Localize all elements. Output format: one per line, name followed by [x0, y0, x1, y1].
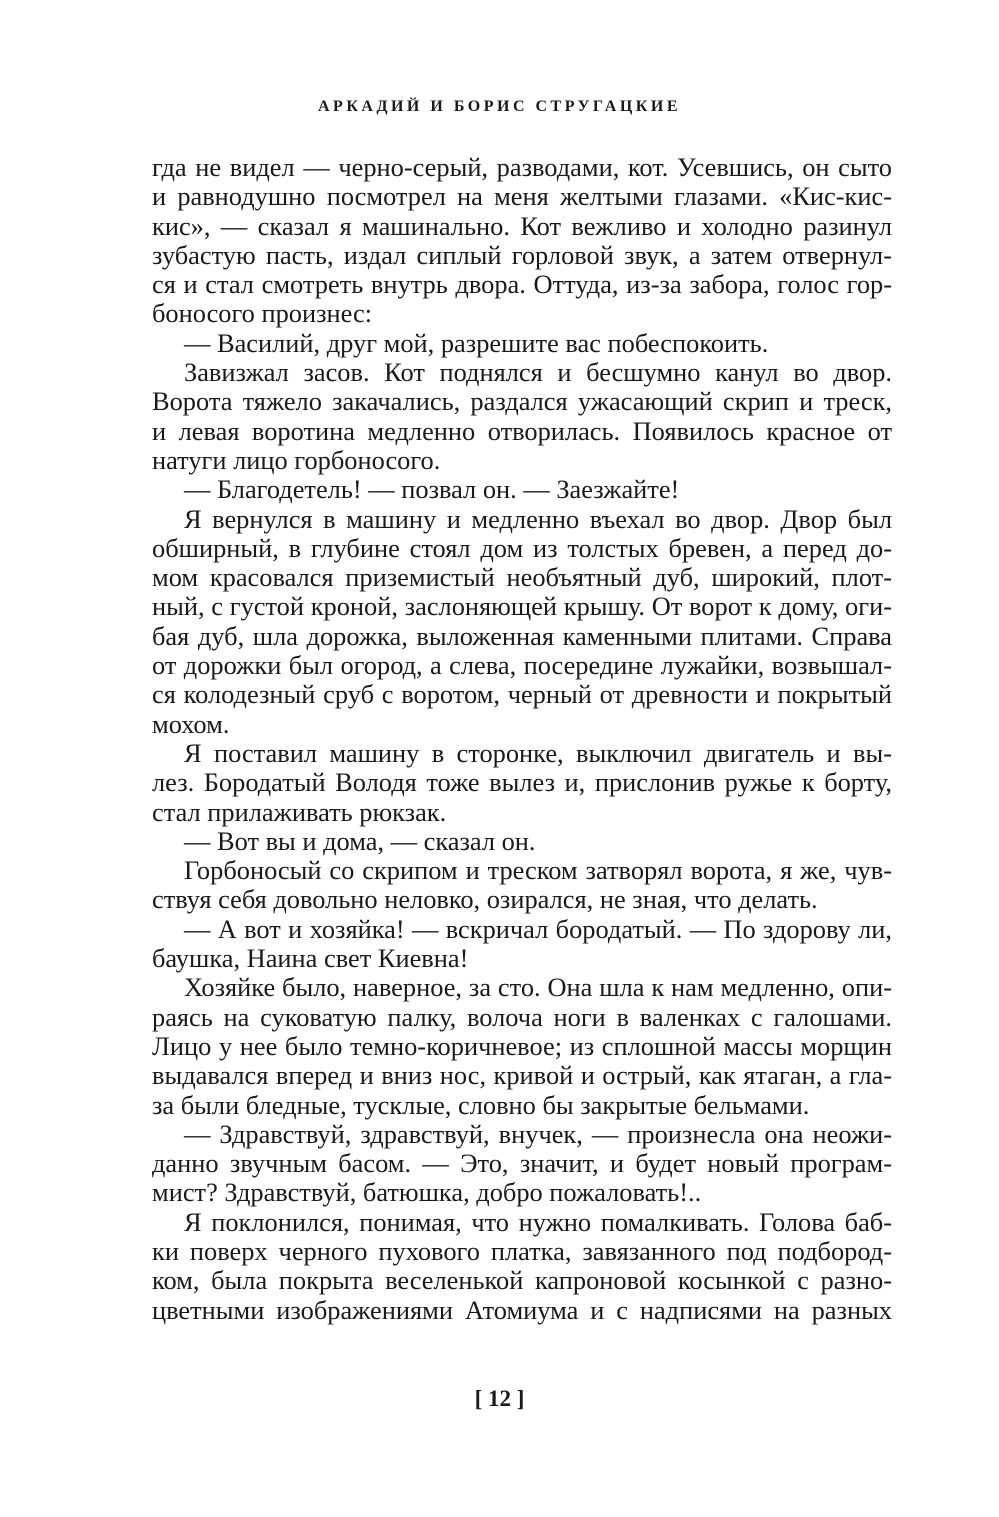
- text-line: Я поклонился, понимая, что нужно помалкивать. Голова баб-: [184, 1206, 892, 1237]
- text-line: мом красовался приземистый необъятный дуб, широкий, плот-: [152, 562, 892, 593]
- text-line: баушка, Наина свет Киевна!: [152, 943, 469, 974]
- text-line: бая дуб, шла дорожка, выложенная каменными плитами. Справа: [152, 620, 892, 651]
- text-line: натуги лицо горбоносого.: [152, 444, 441, 475]
- body-text: [152, 153, 892, 1325]
- text-line: мист? Здравствуй, батюшка, добро пожаловать!..: [152, 1177, 702, 1208]
- text-line: ся колодезный сруб с воротом, черный от древности и покрытый: [152, 679, 892, 710]
- text-line: Ворота тяжело закачались, раздался ужасающий скрип и треск,: [152, 386, 892, 417]
- text-line: ки поверх черного пухового платка, завязанного под подбород-: [152, 1235, 892, 1266]
- text-line: обширный, в глубине стоял дом из толстых бревен, а перед до-: [152, 532, 892, 563]
- text-line: данно звучным басом. — Это, значит, и будет новый програм-: [152, 1148, 892, 1179]
- text-line: ком, была покрыта веселенькой капроновой косынкой с разно-: [152, 1265, 892, 1296]
- text-line: ствуя себя довольно неловко, озирался, не зная, что делать.: [152, 884, 818, 915]
- text-line: цветными изображениями Атомиума и с надписями на разных: [152, 1294, 892, 1325]
- text-line: ся и стал смотреть внутрь двора. Оттуда, из-за забора, голос гор-: [152, 269, 892, 300]
- text-line: и левая воротина медленно отворилась. Появилось красное от: [152, 415, 892, 446]
- text-line: Завизжал засов. Кот поднялся и бесшумно канул во двор.: [184, 357, 892, 388]
- text-line: — Благодетель! — позвал он. — Заезжайте!: [184, 474, 680, 505]
- text-line: — Вот вы и дома, — сказал он.: [184, 825, 536, 856]
- text-line: Я вернулся в машину и медленно въехал во двор. Двор был: [184, 503, 892, 534]
- text-line: за были бледные, тусклые, словно бы закрытые бельмами.: [152, 1089, 810, 1120]
- text-line: — Здравствуй, здравствуй, внучек, — произнесла она неожи-: [184, 1118, 892, 1149]
- text-line: Я поставил машину в сторонке, выключил двигатель и вы-: [184, 737, 892, 768]
- text-line: раясь на суковатую палку, волоча ноги в валенках с галошами.: [152, 1001, 892, 1032]
- text-line: Хозяйке было, наверное, за сто. Она шла к нам медленно, опи-: [184, 972, 892, 1003]
- text-line: — Василий, друг мой, разрешите вас побеспокоить.: [184, 327, 769, 358]
- running-head: АРКАДИЙ И БОРИС СТРУГАЦКИЕ: [317, 98, 681, 115]
- text-line: стал прилаживать рюкзак.: [152, 796, 447, 827]
- text-line: Лицо у нее было темно-коричневое; из сплошной массы морщин: [152, 1030, 892, 1061]
- text-line: зубастую пасть, издал сиплый горловой звук, а затем отвернул-: [152, 239, 892, 270]
- text-line: гда не видел — черно-серый, разводами, кот. Усевшись, он сыто: [152, 152, 892, 182]
- page-number: [ 12 ]: [474, 1386, 525, 1411]
- text-line: боносого произнес:: [152, 298, 373, 329]
- text-line: ный, с густой кроной, заслоняющей крышу. От ворот к дому, оги-: [152, 591, 892, 622]
- text-line: и равнодушно посмотрел на меня желтыми глазами. «Кис-кис-: [152, 181, 892, 212]
- text-line: выдавался вперед и вниз нос, кривой и острый, как ятаган, а гла-: [152, 1060, 892, 1091]
- text-line: от дорожки был огород, а слева, посередине лужайки, возвышал-: [152, 650, 892, 681]
- text-line: кис», — сказал я машинально. Кот вежливо и холодно разинул: [152, 210, 892, 241]
- text-line: Горбоносый со скрипом и треском затворял ворота, я же, чув-: [184, 855, 892, 886]
- text-line: лез. Бородатый Володя тоже вылез и, прислонив ружье к борту,: [152, 767, 892, 798]
- text-line: — А вот и хозяйка! — вскричал бородатый. — По здорову ли,: [184, 913, 892, 944]
- text-line: мохом.: [152, 708, 230, 739]
